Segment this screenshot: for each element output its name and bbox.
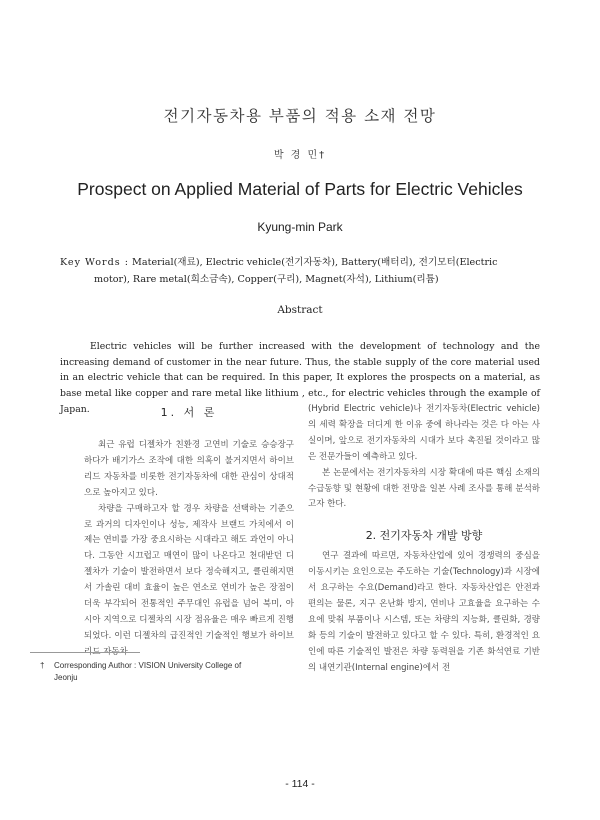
section-2-paragraph-1: 연구 결과에 따르면, 자동차산업에 있어 경쟁력의 중심을 이동시키는 요인으로는 주도하는 기술(Technology)과 시장에서 요구하는 수요(Demand)라고 한다. 자동차산업은 안전과 편의는 물론, 지구 온난화 방지, 연비나 고효율을 요구하는 수요에 맞춰 부품이나 시스템, 또는 차량의 지능화, 클린화, 경량화 등의 기술이 발전하고 있다고 할 수 있다. 특히, 환경적인 요인에 따른 기술적인 발전은 차량 동력원을 기존 화석연료 기반의 내연기관(Internal engine)에서 전 bbox=[308, 551, 540, 673]
page-number: - 114 - bbox=[285, 778, 315, 790]
footnote-line-2: Jeonju bbox=[54, 673, 78, 682]
section-2-heading: 2. 전기자동차 개발 방향 bbox=[365, 529, 483, 543]
section-1-paragraph-2: 차량을 구매하고자 할 경우 차량을 선택하는 기준으로 과거의 디자인이나 성능, 제작사 브랜드 가치에서 이제는 연비를 가장 중요시하는 시대라고 해도 과언이 아니다. 그동안 시끄럽고 매연이 많이 나온다고 천대받던 디젤차가 기술이 발전하면서 보다 정숙해지고, 클린해지면서 가솔린 대비 효율이 높은 연소로 연비가 높은 장점이 더욱 부각되어 전통적인 주무대인 유럽을 넘어 북미, 아시아 지역으로 디젤차의 시장 점유율은 매우 빠르게 진행되었다. 이런 디젤차의 급진적인 기술적인 행보가 하이브리드 자동차 bbox=[84, 503, 294, 657]
left-column bbox=[84, 402, 294, 661]
section-1-paragraph-1: 최근 유럽 디젤차가 친환경 고연비 기술로 승승장구하다가 배기가스 조작에 대한 의혹이 불거지면서 하이브리드 자동차를 비롯한 전기자동차에 대한 관심이 상대적으로 높아지고 있다. bbox=[84, 440, 294, 498]
english-author: Kyung-min Park bbox=[257, 220, 343, 234]
abstract-heading: Abstract bbox=[277, 304, 323, 316]
korean-title: 전기자동차용 부품의 적용 소재 전망 bbox=[163, 107, 437, 125]
keywords-label: Key Words : bbox=[60, 257, 129, 268]
keywords-line-2 bbox=[60, 271, 540, 288]
section-1-heading: 1. 서 론 bbox=[160, 406, 218, 419]
right-column bbox=[308, 402, 540, 677]
footnote bbox=[40, 660, 285, 684]
keywords-block bbox=[60, 254, 540, 288]
footnote-divider bbox=[30, 652, 140, 653]
footnote-line-1: Corresponding Author : VISION University College of bbox=[54, 661, 242, 670]
keywords-text-1: Material(재료), Electric vehicle(전기자동차), Battery(배터리), 전기모터(Electric bbox=[132, 257, 498, 268]
footnote-mark: † bbox=[40, 661, 45, 670]
keywords-text-2: motor), Rare metal(희소금속), Copper(구리), Magnet(자석), Lithium(리튬) bbox=[94, 274, 439, 285]
korean-author: 박 경 민† bbox=[273, 150, 327, 161]
english-title: Prospect on Applied Material of Parts for Electric Vehicles bbox=[77, 179, 523, 199]
section-1-paragraph-3: (Hybrid Electric vehicle)나 전기자동차(Electric vehicle)의 세력 확장을 더디게 한 이유 중에 하나라는 것은 다 아는 사실이며, 앞으로 전기자동차의 시대가 보다 촉진될 것이라고 많은 전문가들이 예측하고 있다. bbox=[308, 404, 540, 462]
keywords-line-1 bbox=[60, 254, 540, 271]
abstract-text: Electric vehicles will be further increased with the development of technology and the increasing demand of customer in the near future. Thus, the stable supply of the core material used in an electric vehicle that can be required. In this paper, It explores the prospects on a material, as base metal like copper and rare metal like lithium , etc., for electric vehicles through the example of Japan. bbox=[60, 341, 540, 415]
section-1-paragraph-4: 본 논문에서는 전기자동차의 시장 확대에 따른 핵심 소재의 수급동향 및 현황에 대한 전망을 일본 사례 조사를 통해 분석하고자 한다. bbox=[308, 467, 540, 510]
